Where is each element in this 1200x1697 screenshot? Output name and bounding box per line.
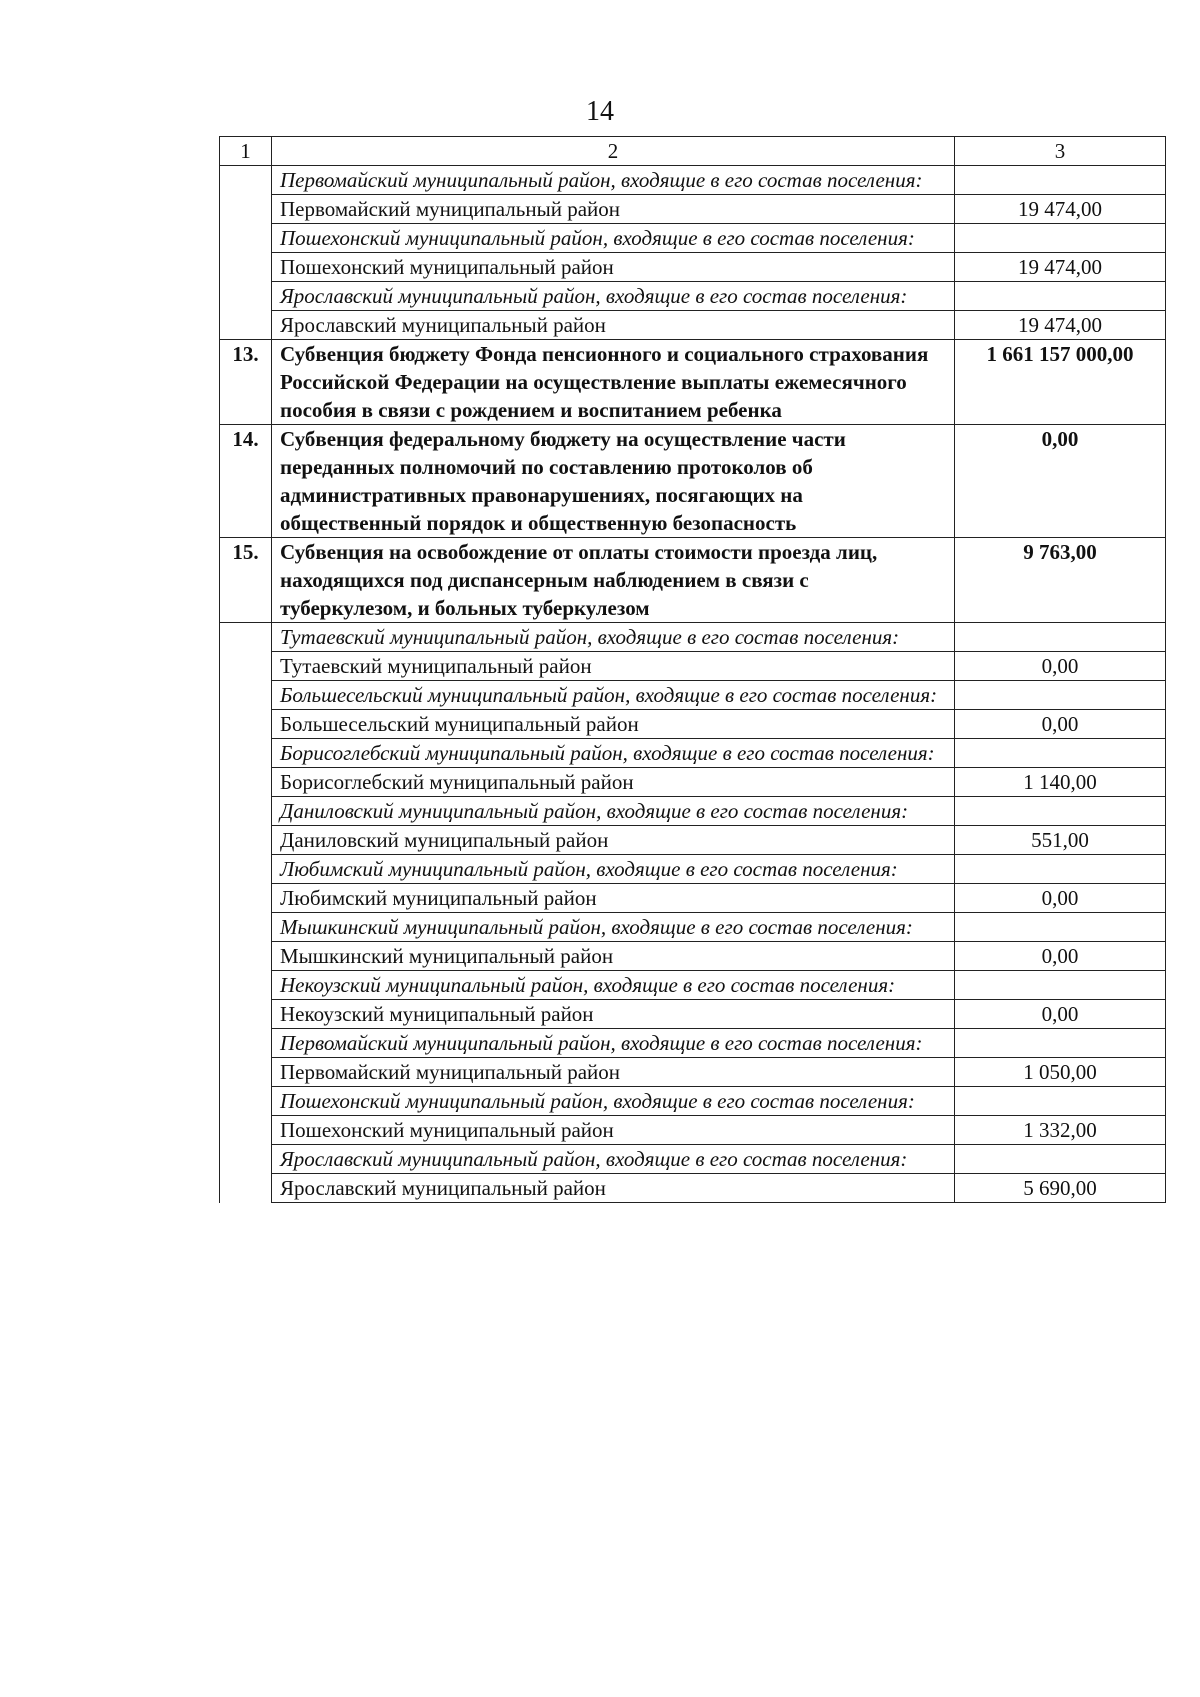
table-row-item (220, 1174, 1166, 1203)
row-amount-cell (955, 166, 1166, 195)
header-cell-name: 2 (272, 137, 955, 166)
row-number-cell (220, 311, 272, 340)
table-row-group (220, 1029, 1166, 1058)
row-name-cell: Ярославский муниципальный район (272, 1174, 955, 1203)
row-name-cell: Ярославский муниципальный район, входящие в его состав поселения: (272, 282, 955, 311)
row-name-cell: Пошехонский муниципальный район, входящие в его состав поселения: (272, 224, 955, 253)
row-name-cell: Даниловский муниципальный район, входящие в его состав поселения: (272, 797, 955, 826)
row-amount-cell: 1 140,00 (955, 768, 1166, 797)
row-amount-cell (955, 1087, 1166, 1116)
row-number-cell (220, 282, 272, 311)
row-number-cell (220, 710, 272, 739)
table-header-row (220, 137, 1166, 166)
row-name-cell: Пошехонский муниципальный район (272, 1116, 955, 1145)
row-amount-cell: 9 763,00 (955, 538, 1166, 623)
table-row-group (220, 681, 1166, 710)
row-amount-cell: 1 050,00 (955, 1058, 1166, 1087)
row-name-cell: Ярославский муниципальный район (272, 311, 955, 340)
row-number-cell (220, 1000, 272, 1029)
row-name-cell: Большесельский муниципальный район, входящие в его состав поселения: (272, 681, 955, 710)
row-number-cell (220, 739, 272, 768)
row-name-cell: Субвенция федеральному бюджету на осуществление части переданных полномочий по составлению протоколов об административных правонарушениях, посягающих на общественный порядок и общественную безопасность (272, 425, 955, 538)
row-number-cell (220, 855, 272, 884)
row-number-cell (220, 1174, 272, 1203)
row-amount-cell (955, 224, 1166, 253)
row-number-cell (220, 1058, 272, 1087)
row-name-cell: Некоузский муниципальный район, входящие в его состав поселения: (272, 971, 955, 1000)
row-amount-cell: 0,00 (955, 1000, 1166, 1029)
row-name-cell: Первомайский муниципальный район, входящие в его состав поселения: (272, 166, 955, 195)
page-number: 14 (586, 96, 614, 127)
table-row-group (220, 166, 1166, 195)
table-row-item (220, 768, 1166, 797)
table-row-item (220, 710, 1166, 739)
row-amount-cell: 1 332,00 (955, 1116, 1166, 1145)
row-amount-cell: 19 474,00 (955, 311, 1166, 340)
row-number-cell (220, 195, 272, 224)
row-name-cell: Пошехонский муниципальный район, входящие в его состав поселения: (272, 1087, 955, 1116)
row-name-cell: Мышкинский муниципальный район (272, 942, 955, 971)
row-number-cell (220, 971, 272, 1000)
row-amount-cell (955, 797, 1166, 826)
row-number-cell (220, 1145, 272, 1174)
row-name-cell: Борисоглебский муниципальный район (272, 768, 955, 797)
table-row-item (220, 826, 1166, 855)
table-row-group (220, 739, 1166, 768)
row-name-cell: Ярославский муниципальный район, входящие в его состав поселения: (272, 1145, 955, 1174)
row-number-cell (220, 826, 272, 855)
row-number-cell (220, 768, 272, 797)
row-name-cell: Любимский муниципальный район (272, 884, 955, 913)
row-number-cell (220, 253, 272, 282)
row-amount-cell (955, 1029, 1166, 1058)
table-row-section (220, 340, 1166, 425)
row-name-cell: Первомайский муниципальный район (272, 1058, 955, 1087)
table-row-item (220, 652, 1166, 681)
table-row-item (220, 195, 1166, 224)
row-name-cell: Первомайский муниципальный район (272, 195, 955, 224)
row-number-cell (220, 884, 272, 913)
row-name-cell: Тутаевский муниципальный район, входящие в его состав поселения: (272, 623, 955, 652)
table-row-item (220, 942, 1166, 971)
row-number-cell (220, 1087, 272, 1116)
table-row-group (220, 1087, 1166, 1116)
table-row-group (220, 224, 1166, 253)
row-name-cell: Даниловский муниципальный район (272, 826, 955, 855)
table-body (220, 137, 1166, 1203)
row-name-cell: Некоузский муниципальный район (272, 1000, 955, 1029)
row-number-cell: 14. (220, 425, 272, 538)
row-name-cell: Субвенция на освобождение от оплаты стоимости проезда лиц, находящихся под диспансерным наблюдением в связи с туберкулезом, и больных туберкулезом (272, 538, 955, 623)
row-name-cell: Мышкинский муниципальный район, входящие в его состав поселения: (272, 913, 955, 942)
row-amount-cell: 0,00 (955, 425, 1166, 538)
row-number-cell (220, 224, 272, 253)
row-amount-cell: 0,00 (955, 710, 1166, 739)
row-name-cell: Борисоглебский муниципальный район, входящие в его состав поселения: (272, 739, 955, 768)
row-number-cell (220, 166, 272, 195)
table-row-group (220, 855, 1166, 884)
row-number-cell (220, 913, 272, 942)
row-number-cell (220, 1116, 272, 1145)
table-row-section (220, 425, 1166, 538)
row-amount-cell (955, 623, 1166, 652)
table-row-group (220, 797, 1166, 826)
row-number-cell (220, 681, 272, 710)
row-amount-cell (955, 971, 1166, 1000)
row-amount-cell: 5 690,00 (955, 1174, 1166, 1203)
row-name-cell: Субвенция бюджету Фонда пенсионного и социального страхования Российской Федерации на осуществление выплаты ежемесячного пособия в связи с рождением и воспитанием ребенка (272, 340, 955, 425)
table-row-item (220, 1000, 1166, 1029)
row-amount-cell (955, 739, 1166, 768)
table-row-group (220, 623, 1166, 652)
row-amount-cell (955, 855, 1166, 884)
row-number-cell (220, 797, 272, 826)
table-row-item (220, 884, 1166, 913)
row-name-cell: Тутаевский муниципальный район (272, 652, 955, 681)
table-row-item (220, 311, 1166, 340)
row-number-cell (220, 942, 272, 971)
row-amount-cell: 1 661 157 000,00 (955, 340, 1166, 425)
row-number-cell (220, 623, 272, 652)
header-cell-num: 1 (220, 137, 272, 166)
row-amount-cell: 551,00 (955, 826, 1166, 855)
row-number-cell (220, 1029, 272, 1058)
row-name-cell: Любимский муниципальный район, входящие в его состав поселения: (272, 855, 955, 884)
row-name-cell: Первомайский муниципальный район, входящие в его состав поселения: (272, 1029, 955, 1058)
budget-table (219, 136, 1166, 1203)
row-name-cell: Большесельский муниципальный район (272, 710, 955, 739)
table-row-item (220, 1058, 1166, 1087)
row-number-cell: 15. (220, 538, 272, 623)
row-amount-cell (955, 913, 1166, 942)
row-amount-cell: 19 474,00 (955, 195, 1166, 224)
table-row-item (220, 1116, 1166, 1145)
row-amount-cell: 0,00 (955, 652, 1166, 681)
row-number-cell (220, 652, 272, 681)
row-amount-cell: 19 474,00 (955, 253, 1166, 282)
header-cell-amount: 3 (955, 137, 1166, 166)
row-amount-cell (955, 681, 1166, 710)
table-row-group (220, 971, 1166, 1000)
row-amount-cell: 0,00 (955, 884, 1166, 913)
table-row-item (220, 253, 1166, 282)
row-amount-cell (955, 282, 1166, 311)
table-row-group (220, 1145, 1166, 1174)
table-row-section (220, 538, 1166, 623)
table-row-group (220, 282, 1166, 311)
row-number-cell: 13. (220, 340, 272, 425)
row-amount-cell (955, 1145, 1166, 1174)
row-name-cell: Пошехонский муниципальный район (272, 253, 955, 282)
row-amount-cell: 0,00 (955, 942, 1166, 971)
table-row-group (220, 913, 1166, 942)
